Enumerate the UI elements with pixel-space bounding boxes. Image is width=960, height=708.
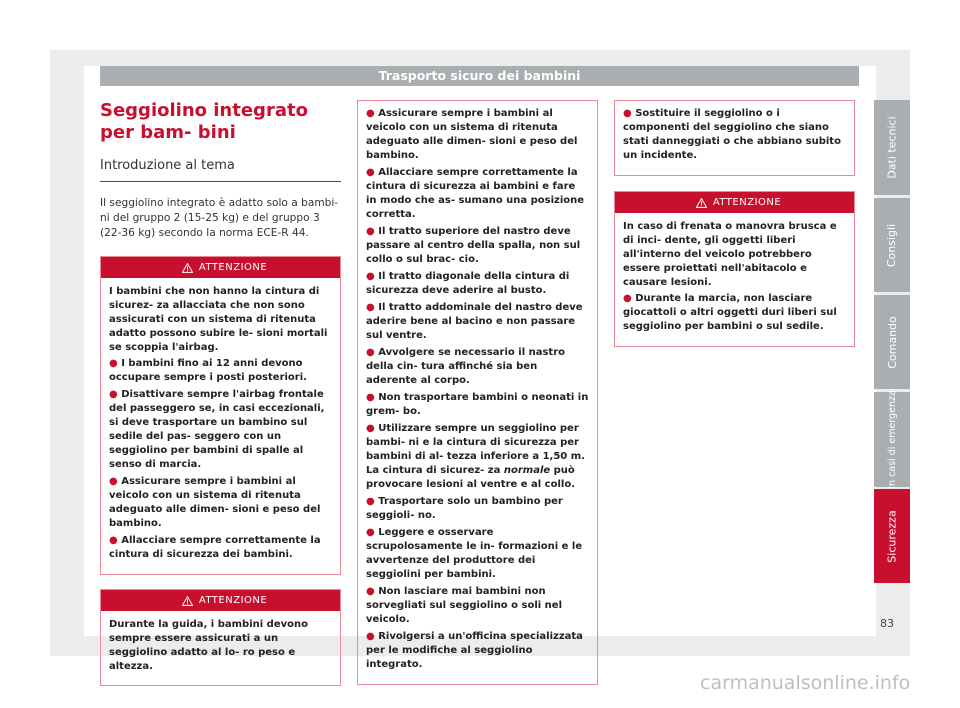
warning-triangle-icon	[182, 263, 193, 273]
bullet-dot: ●	[366, 496, 379, 507]
bullet-dot: ●	[366, 631, 379, 642]
warning-text: Durante la guida, i bambini devono sempre essere assicurati a un seggiolino adatto al lo- ro peso e altezza.	[109, 619, 308, 672]
section-title: Seggiolino integrato per bam- bini	[100, 100, 308, 143]
bullet-dot: ●	[366, 347, 379, 358]
list-item: ● Il tratto addominale del nastro deve aderire bene al bacino e non passare sul ventre.	[366, 302, 583, 341]
bullet-dot: ●	[366, 392, 379, 403]
list-item: ● Rivolgersi a un'officina specializzata per le modifiche al seggiolino integrato.	[366, 631, 583, 670]
list-item: ● Allacciare sempre correttamente la cintura di sicurezza dei bambini.	[109, 535, 321, 560]
list-item: ● Assicurare sempre i bambini al veicolo con un sistema di ritenuta adeguato alle dimen- sioni e peso del bambino.	[109, 476, 321, 529]
warning-header	[615, 192, 854, 213]
list-item: ● Durante la marcia, non lasciare giocattoli o altri oggetti duri liberi sul seggiolino per bambini o sul sedile.	[623, 293, 837, 332]
warning-box-2	[100, 589, 341, 686]
column-1	[100, 100, 341, 686]
warning-text: In caso di frenata o manovra brusca e di inci- dente, gli oggetti liberi all'interno del veicolo potrebbero essere proiettati nell'abitacolo e causare lesioni.	[623, 221, 837, 288]
bullet-dot: ●	[366, 586, 379, 597]
tab-consigli[interactable]: Consigli	[874, 198, 910, 292]
list-item: ● Utilizzare sempre un seggiolino per bambi- ni e la cintura di sicurezza per bambini di al- tezza inferiore a 1,50 m. La cintura di sicurez- za normale può provocare lesioni al ventre e al collo.	[366, 423, 585, 490]
warning-box-continued	[614, 100, 855, 176]
bullet-dot: ●	[366, 167, 379, 178]
warning-triangle-icon	[696, 198, 707, 208]
warning-triangle-icon	[182, 596, 193, 606]
page-number: 83	[880, 617, 894, 630]
bullet-dot: ●	[366, 226, 379, 237]
bullet-dot: ●	[366, 302, 379, 313]
bullet-dot: ●	[366, 423, 379, 434]
column-3	[614, 100, 855, 347]
list-item: ● I bambini fino ai 12 anni devono occupare sempre i posti posteriori.	[109, 358, 307, 383]
bullet-dot: ●	[366, 108, 379, 119]
warning-label: ATTENZIONE	[712, 197, 782, 208]
list-item: ● Leggere e osservare scrupolosamente le in- formazioni e le avvertenze del produttore dei seggiolini per bambini.	[366, 527, 583, 580]
tab-sicurezza[interactable]: Sicurezza	[874, 489, 910, 583]
list-item: ● Allacciare sempre correttamente la cintura di sicurezza ai bambini e fare in modo che as- sumano una posizione corretta.	[366, 167, 585, 220]
bullet-dot: ●	[109, 389, 122, 400]
bullet-dot: ●	[623, 108, 636, 119]
bullet-dot: ●	[109, 535, 122, 546]
warning-header	[101, 257, 340, 278]
tab-dati-tecnici[interactable]: Dati tecnici	[874, 100, 910, 195]
list-item: ● Trasportare solo un bambino per seggioli- no.	[366, 496, 563, 521]
list-item: ● Non trasportare bambini o neonati in grem- bo.	[366, 392, 589, 417]
bullet-dot: ●	[109, 476, 122, 487]
bullet-dot: ●	[623, 293, 636, 304]
warning-box-continued	[357, 100, 598, 685]
warning-header	[101, 590, 340, 611]
warning-box-1	[100, 256, 341, 575]
list-item: ● Sostituire il seggiolino o i componenti del seggiolino che siano stati danneggiati o che abbiano subito un incidente.	[623, 108, 841, 161]
list-item: ● Disattivare sempre l'airbag frontale del passeggero se, in casi eccezionali, si deve trasportare un bambino sul sedile del pas- seggero con un seggiolino per bambini di spalle al senso di marcia.	[109, 389, 325, 470]
tab-in-casi-di-emergenza[interactable]: In casi di emergenza	[874, 392, 910, 487]
tab-comando[interactable]: Comando	[874, 295, 910, 389]
bullet-dot: ●	[366, 271, 379, 282]
list-item: ● Avvolgere se necessario il nastro della cin- tura affinché sia ben aderente al corpo.	[366, 347, 566, 386]
bullet-dot: ●	[109, 358, 122, 369]
list-item: ● Il tratto superiore del nastro deve passare al centro della spalla, non sul collo o sul brac- cio.	[366, 226, 581, 265]
bullet-dot: ●	[366, 527, 379, 538]
warning-label: ATTENZIONE	[198, 262, 268, 273]
list-item: ● Il tratto diagonale della cintura di sicurezza deve aderire al busto.	[366, 271, 570, 296]
column-2	[357, 100, 598, 685]
warning-label: ATTENZIONE	[198, 595, 268, 606]
warning-text: I bambini che non hanno la cintura di sicurez- za allacciata che non sono assicurati con un sistema di ritenuta adatto possono subire le- sioni mortali se scoppia l'airbag.	[109, 286, 328, 353]
warning-box-3	[614, 191, 855, 347]
watermark: carmanualsonline.info	[700, 672, 911, 694]
intro-paragraph: Il seggiolino integrato è adatto solo a bambi- ni del gruppo 2 (15-25 kg) e del gruppo 3 (22-36 kg) secondo la norma ECE-R 44.	[100, 197, 339, 239]
section-subtitle: Introduzione al tema	[100, 158, 341, 182]
list-item: ● Assicurare sempre i bambini al veicolo con un sistema di ritenuta adeguato alle dimen- sioni e peso del bambino.	[366, 108, 578, 161]
list-item: ● Non lasciare mai bambini non sorvegliati sul seggiolino o soli nel veicolo.	[366, 586, 563, 625]
page-header: Trasporto sicuro dei bambini	[100, 66, 859, 86]
